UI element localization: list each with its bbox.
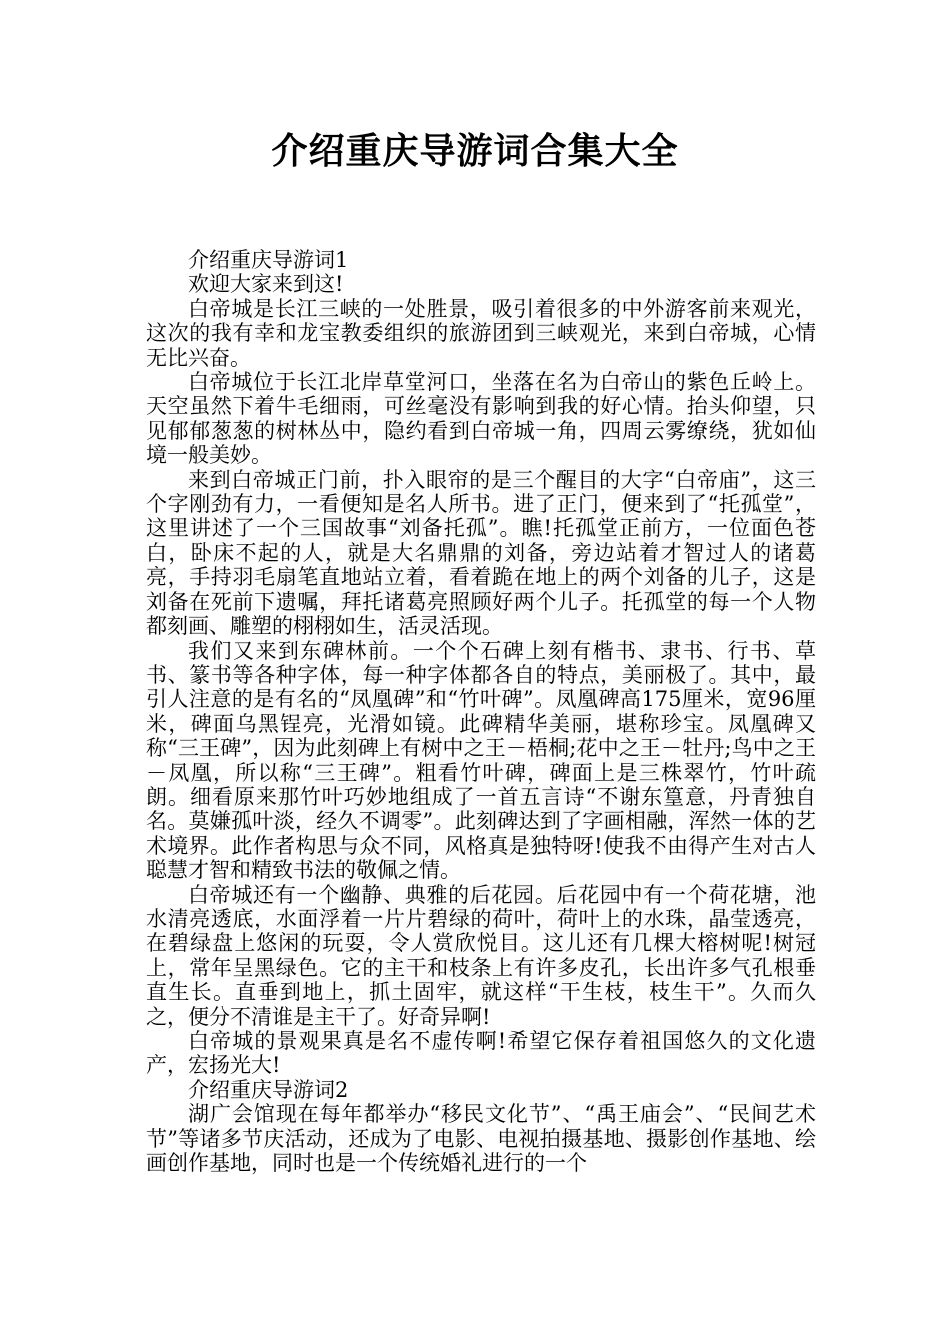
paragraph: 来到白帝城正门前，扑入眼帘的是三个醒目的大字“白帝庙”，这三个字刚劲有力，一看便知是名人所书。进了正门，便来到了“托孤堂”，这里讲述了一个三国故事“刘备托孤”。瞧!托孤堂正前方，一位面色苍白，卧床不起的人，就是大名鼎鼎的刘备，旁边站着才智过人的诸葛亮，手持羽毛扇笔直地站立着，看着跪在地上的两个刘备的儿子，这是刘备在死前下遗嘱，拜托诸葛亮照顾好两个儿子。托孤堂的每一个人物都刻画、雕塑的栩栩如生，活灵活现。 [146, 467, 816, 639]
document-body [146, 248, 816, 1175]
paragraph: 欢迎大家来到这! [188, 272, 344, 297]
document-title: 介绍重庆导游词合集大全 [271, 131, 679, 172]
paragraph-heading-1: 介绍重庆导游词1 [188, 248, 349, 272]
paragraph: 白帝城还有一个幽静、典雅的后花园。后花园中有一个荷花塘，池水清亮透底，水面浮着一片片碧绿的荷叶，荷叶上的水珠，晶莹透亮，在碧绿盘上悠闲的玩耍，令人赏欣悦目。这儿还有几棵大榕树呢!树冠上，常年呈黑绿色。它的主干和枝条上有许多皮孔，长出许多气孔根垂直生长。直垂到地上，抓土固牢，就这样“干生枝，枝生干”。久而久之，便分不清谁是主干了。好奇异啊! [146, 882, 816, 1029]
paragraph: 白帝城是长江三峡的一处胜景，吸引着很多的中外游客前来观光，这次的我有幸和龙宝教委组织的旅游团到三峡观光，来到白帝城，心情无比兴奋。 [146, 296, 816, 370]
paragraph: 湖广会馆现在每年都举办“移民文化节”、“禹王庙会”、“民间艺术节”等诸多节庆活动，还成为了电影、电视拍摄基地、摄影创作基地、绘画创作基地，同时也是一个传统婚礼进行的一个 [146, 1102, 816, 1176]
paragraph: 白帝城的景观果真是名不虚传啊!希望它保存着祖国悠久的文化遗产，宏扬光大! [146, 1029, 816, 1078]
paragraph-heading-2: 介绍重庆导游词2 [188, 1077, 349, 1102]
paragraph: 白帝城位于长江北岸草堂河口，坐落在名为白帝山的紫色丘岭上。天空虽然下着牛毛细雨，可丝毫没有影响到我的好心情。抬头仰望，只见郁郁葱葱的树林丛中，隐约看到白帝城一角，四周云雾缭绕，犹如仙境一般美妙。 [146, 370, 816, 468]
paragraph: 我们又来到东碑林前。一个个石碑上刻有楷书、隶书、行书、草书、篆书等各种字体，每一种字体都各自的特点，美丽极了。其中，最引人注意的是有名的“凤凰碑”和“竹叶碑”。凤凰碑高175厘米，宽96厘米，碑面乌黑锃亮，光滑如镜。此碑精华美丽，堪称珍宝。凤凰碑又称“三王碑”，因为此刻碑上有树中之王－梧桐;花中之王－牡丹;鸟中之王－凤凰，所以称“三王碑”。粗看竹叶碑，碑面上是三株翠竹，竹叶疏朗。细看原来那竹叶巧妙地组成了一首五言诗“不谢东篁意，丹青独自名。莫嫌孤叶淡，经久不调零”。此刻碑达到了字画相融，浑然一体的艺术境界。此作者构思与众不同，风格真是独特呀!使我不由得产生对古人聪慧才智和精致书法的敬佩之情。 [146, 638, 816, 883]
